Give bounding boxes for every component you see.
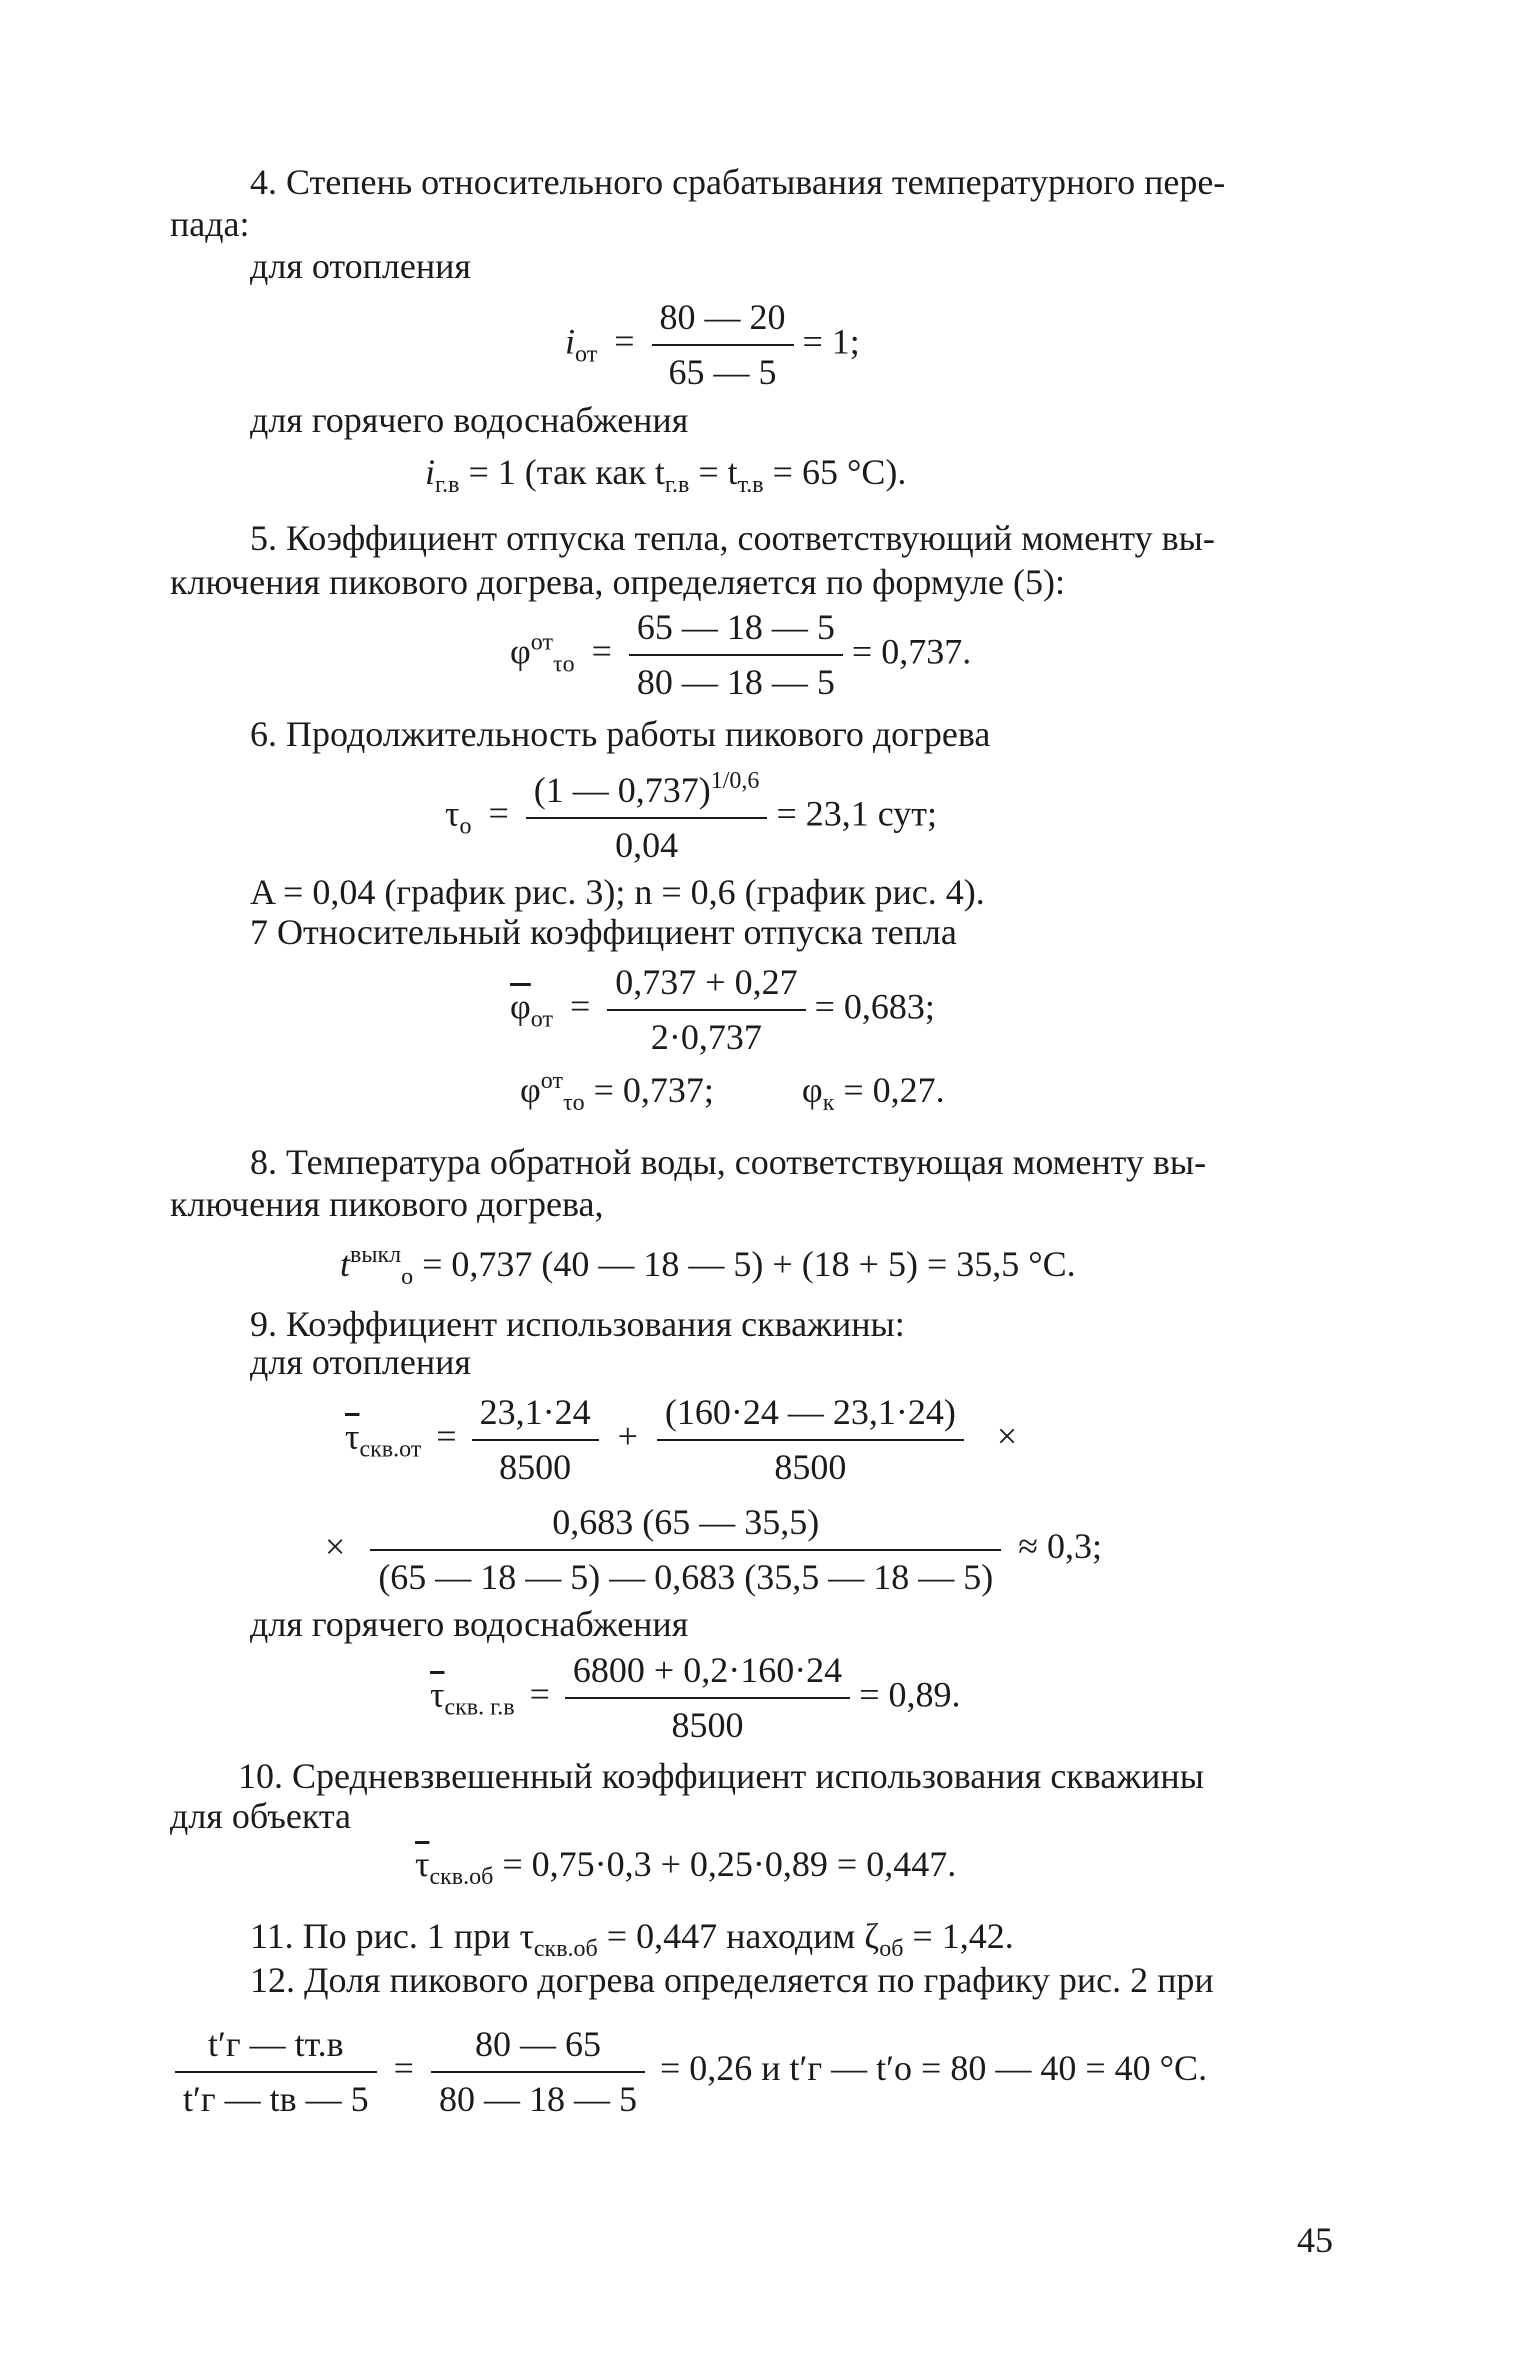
denominator: 8500 xyxy=(774,1447,847,1487)
sub: г.в xyxy=(664,472,690,498)
denominator: 2·0,737 xyxy=(650,1017,762,1057)
rhs: = 0,75·0,3 + 0,25·0,89 = 0,447. xyxy=(502,1844,957,1884)
p5-line1: 5. Коэффициент отпуска тепла, соответствующий моменту вы- xyxy=(250,518,1215,558)
numerator: 0,737 + 0,27 xyxy=(607,960,805,1011)
rhs: = 0,737; xyxy=(593,1070,714,1110)
sub: о xyxy=(401,1264,414,1290)
p4-hotwater-label: для горячего водоснабжения xyxy=(250,400,689,440)
p9-hotwater-label: для горячего водоснабжения xyxy=(250,1604,689,1644)
numerator xyxy=(526,766,768,819)
p4-title-line1: 4. Степень относительного срабатывания температурного пере- xyxy=(250,162,1226,202)
text: = 65 °С). xyxy=(772,452,907,492)
var: φ xyxy=(520,1070,541,1110)
denominator: 80 — 18 — 5 xyxy=(438,2079,637,2119)
formula-i-ot: $i_{от}$ = $\frac{80 — 20}{65 — 5}$ = 1; xyxy=(565,295,860,395)
p11-line xyxy=(250,1914,1014,1964)
formula-tau-skv-ob xyxy=(415,1842,956,1892)
page-number: 45 xyxy=(1297,2220,1333,2260)
rhs: = 0,26 и t′г — t′о = 80 — 40 = 40 °С. xyxy=(659,2048,1208,2089)
p8-line2: ключения пикового догрева, xyxy=(170,1184,604,1224)
fraction xyxy=(370,1500,1001,1600)
formula-tau-skv-gv: $\overline{\tau}_{скв. г.в}$ = $\frac{6800 + 0,2\cdot 160\cdot 24}{8500}$ = 0,89. xyxy=(430,1648,961,1748)
fraction xyxy=(607,960,805,1060)
sup: от xyxy=(530,629,553,656)
numerator: 65 — 18 — 5 xyxy=(629,605,843,656)
sub: о xyxy=(562,651,575,678)
numerator: 80 — 65 xyxy=(431,2022,645,2073)
rhs: = 0,737. xyxy=(851,631,972,672)
denominator: 65 — 5 xyxy=(668,352,777,392)
var: φ xyxy=(510,631,531,672)
sub: τ xyxy=(552,651,563,678)
p6-line: 6. Продолжительность работы пикового догрева xyxy=(250,714,991,754)
formula-tau-skv-ot-1: $\overline{\tau}_{скв.от}$ = $\frac{23,1\cdot 24}{8500}$ + $\frac{(160\cdot 24 — 23,1\cdot 24)}{8500}$ × xyxy=(345,1390,1017,1490)
fraction-a xyxy=(175,2022,377,2122)
p4-title-line2: пада: xyxy=(170,204,250,244)
p7-line: 7 Относительный коэффициент отпуска тепла xyxy=(250,912,957,952)
sub: от xyxy=(530,1006,553,1033)
var: $\overline{\tau}$ xyxy=(415,1844,430,1884)
fraction xyxy=(526,766,768,868)
sub: скв.об xyxy=(533,1936,598,1962)
fraction xyxy=(629,605,843,705)
rhs: = 0,683; xyxy=(814,986,935,1027)
formula-tau-o: $\tau_о$ = $\frac{(1 — 0,737)^{1/0,6}}{0,04}$ = 23,1 сут; xyxy=(445,766,937,868)
rhs: = 1; xyxy=(802,321,860,362)
rhs: = 0,89. xyxy=(859,1674,961,1715)
sub: τ xyxy=(562,1090,573,1116)
text: = 0,447 находим ζ xyxy=(606,1916,880,1956)
p4-heating-label: для отопления xyxy=(250,246,471,286)
numerator: 23,1·24 xyxy=(472,1390,599,1441)
sup: 1/0,6 xyxy=(710,768,760,794)
formula-i-gv xyxy=(425,450,906,500)
p5-line2: ключения пикового догрева, определяется по формуле (5): xyxy=(170,562,1065,602)
p10-line1: 10. Средневзвешенный коэффициент использования скважины xyxy=(238,1756,1204,1796)
p8-line1: 8. Температура обратной воды, соответствующая моменту вы- xyxy=(250,1142,1207,1182)
text: = t xyxy=(698,452,738,492)
sub: к xyxy=(822,1090,835,1116)
rhs: = 0,737 (40 — 18 — 5) + (18 + 5) = 35,5 °С. xyxy=(422,1244,1076,1284)
numerator-text: (1 — 0,737) xyxy=(533,770,711,810)
var: φ xyxy=(801,1070,823,1110)
sup: выкл xyxy=(350,1242,402,1268)
var: t xyxy=(340,1244,351,1284)
fraction xyxy=(565,1648,850,1748)
var: $\overline{\varphi}$ xyxy=(510,986,531,1027)
sub: скв. г.в xyxy=(444,1694,515,1721)
sub: о xyxy=(572,1090,585,1116)
times: × xyxy=(996,1416,1018,1457)
formula-phi-ot-bar: $\overline{\varphi}_{от}$ = $\frac{0,737 + 0,27}{2\cdot 0,737}$ = 0,683; xyxy=(510,960,935,1060)
denominator: 0,04 xyxy=(615,825,679,865)
p10-line2: для объекта xyxy=(170,1796,352,1836)
numerator: (160·24 — 23,1·24) xyxy=(657,1390,964,1441)
numerator: 0,683 (65 — 35,5) xyxy=(370,1500,1001,1551)
denominator: 8500 xyxy=(671,1705,744,1745)
sub: т.в xyxy=(737,472,764,498)
fraction-b xyxy=(657,1390,964,1490)
denominator: 80 — 18 — 5 xyxy=(636,662,835,702)
text: 11. По рис. 1 при τ xyxy=(250,1916,534,1956)
sub: г.в xyxy=(435,472,460,498)
rhs: = 23,1 сут; xyxy=(776,793,937,834)
fraction-a xyxy=(472,1390,599,1490)
formula-tau-skv-ot-2 xyxy=(325,1500,1102,1600)
sub: скв.от xyxy=(359,1436,422,1463)
sub: об xyxy=(879,1936,904,1962)
var: τ xyxy=(445,793,460,834)
equals: = xyxy=(393,2048,414,2089)
p6-note: A = 0,04 (график рис. 3); n = 0,6 (график рис. 4). xyxy=(250,872,985,912)
formula-phi-values xyxy=(520,1066,945,1118)
times: × xyxy=(325,1526,346,1567)
sup: от xyxy=(540,1068,563,1094)
sub: о xyxy=(459,813,472,840)
plus: + xyxy=(617,1416,638,1457)
numerator: t′г — tт.в xyxy=(175,2022,377,2073)
rhs: ≈ 0,3; xyxy=(1018,1526,1103,1567)
p9-heating-label: для отопления xyxy=(250,1342,471,1382)
formula-phi-to: $\varphi^{от}_{\tau о}$ = $\frac{65 — 18 — 5}{80 — 18 — 5}$ = 0,737. xyxy=(510,605,971,705)
numerator: 80 — 20 xyxy=(652,295,794,346)
p9-line1: 9. Коэффициент использования скважины: xyxy=(250,1304,905,1344)
text: = 1,42. xyxy=(912,1916,1014,1956)
formula-t-vykl xyxy=(340,1240,1076,1292)
rhs: = 0,27. xyxy=(843,1070,945,1110)
var: $\overline{\tau}$ xyxy=(345,1416,360,1457)
sub: скв.об xyxy=(429,1864,494,1890)
formula-p12 xyxy=(175,2022,1207,2122)
denominator: 8500 xyxy=(499,1447,572,1487)
fraction xyxy=(652,295,794,395)
var: i xyxy=(565,321,576,362)
p12-line: 12. Доля пикового догрева определяется по графику рис. 2 при xyxy=(250,1960,1214,2000)
fraction-b xyxy=(431,2022,645,2122)
sub: от xyxy=(575,341,598,368)
denominator: (65 — 18 — 5) — 0,683 (35,5 — 18 — 5) xyxy=(378,1557,994,1597)
var: $\overline{\tau}$ xyxy=(430,1674,445,1715)
var: i xyxy=(425,452,436,492)
numerator: 6800 + 0,2·160·24 xyxy=(565,1648,850,1699)
denominator: t′г — tв — 5 xyxy=(183,2079,369,2119)
text: = 1 (так как t xyxy=(468,452,665,492)
